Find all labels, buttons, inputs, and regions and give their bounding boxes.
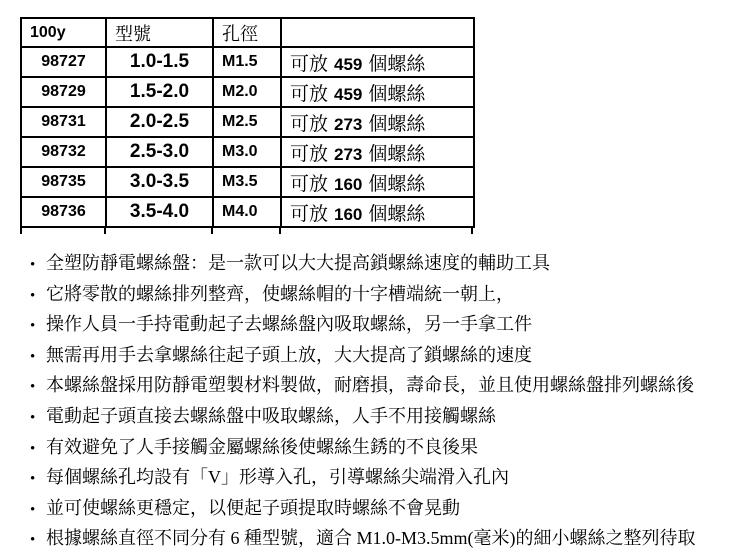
capacity-cell: [281, 47, 474, 77]
bullet-text: 根據螺絲直徑不同分有 6 種型號，適合 M1.0-M3.5mm(毫米)的細小螺絲之整列待取: [46, 528, 696, 549]
product-code-cell: 98727: [21, 47, 106, 77]
bullet-item: [30, 341, 750, 372]
capacity-cell: [281, 137, 474, 167]
table-row: [21, 137, 474, 167]
header-product-code: 100y: [21, 18, 106, 47]
bullet-text: 本螺絲盤採用防靜電塑製材料製做，耐磨損，壽命長，並且使用螺絲盤排列螺絲後: [46, 375, 694, 396]
hole-diameter-cell: M2.0: [213, 77, 281, 107]
hole-diameter-cell: M3.0: [213, 137, 281, 167]
capacity-suffix: 個螺絲: [368, 143, 426, 165]
bullet-marker: •: [30, 501, 36, 518]
feature-list: [20, 249, 750, 555]
product-code-cell: 98735: [21, 167, 106, 197]
capacity-prefix: 可放: [290, 83, 329, 105]
bullet-marker: •: [30, 379, 36, 396]
header-model: 型號: [106, 18, 213, 47]
hole-diameter-cell: M2.5: [213, 107, 281, 137]
bullet-text: 無需再用手去拿螺絲往起子頭上放，大大提高了鎖螺絲的速度: [46, 344, 532, 365]
bullet-item: [30, 463, 750, 494]
table-row: [21, 107, 474, 137]
product-code-cell: 98736: [21, 197, 106, 227]
bullet-text: 並可使螺絲更穩定，以便起子頭提取時螺絲不會晃動: [46, 497, 460, 518]
bullet-marker: •: [30, 257, 36, 273]
bullet-marker: •: [30, 409, 36, 426]
bullet-text: 有效避免了人手接觸金屬螺絲後使螺絲生銹的不良後果: [46, 436, 478, 457]
bullet-item: [30, 371, 750, 402]
hole-diameter-cell: M1.5: [213, 47, 281, 77]
capacity-prefix: 可放: [290, 203, 329, 225]
bullet-item: [30, 310, 750, 341]
header-capacity: [281, 18, 474, 47]
bullet-marker: •: [30, 318, 36, 335]
capacity-cell: [281, 167, 474, 197]
capacity-suffix: 個螺絲: [368, 53, 426, 75]
spec-table: [20, 17, 475, 228]
model-range-cell: 3.0-3.5: [106, 167, 213, 197]
bullet-item: [30, 494, 750, 525]
hole-diameter-cell: M4.0: [213, 197, 281, 227]
table-row: [21, 197, 474, 227]
bullet-marker: •: [30, 440, 36, 457]
table-row: [21, 47, 474, 77]
capacity-suffix: 個螺絲: [368, 83, 426, 105]
capacity-count: 273: [334, 114, 363, 134]
model-range-cell: 1.0-1.5: [106, 47, 213, 77]
table-header-row: [21, 18, 474, 47]
capacity-suffix: 個螺絲: [368, 173, 426, 195]
capacity-prefix: 可放: [290, 143, 329, 165]
header-hole-diameter: 孔徑: [213, 18, 281, 47]
table-row: [21, 77, 474, 107]
bullet-marker: •: [30, 532, 36, 549]
bullet-text: 全塑防靜電螺絲盤：是一款可以大大提高鎖螺絲速度的輔助工具: [46, 253, 550, 273]
bullet-text: 電動起子頭直接去螺絲盤中吸取螺絲，人手不用接觸螺絲: [46, 405, 496, 426]
bullet-text: 操作人員一手持電動起子去螺絲盤內吸取螺絲，另一手拿工件: [46, 314, 532, 335]
bullet-item: [30, 249, 750, 280]
capacity-count: 160: [334, 174, 363, 194]
bullet-item: [30, 524, 750, 555]
bullet-text: 每個螺絲孔均設有「V」形導入孔，引導螺絲尖端滑入孔內: [46, 467, 509, 488]
bullet-text: 它將零散的螺絲排列整齊，使螺絲帽的十字槽端統一朝上，: [46, 283, 514, 304]
model-range-cell: 2.5-3.0: [106, 137, 213, 167]
table-row: [21, 167, 474, 197]
capacity-prefix: 可放: [290, 113, 329, 135]
hole-diameter-cell: M3.5: [213, 167, 281, 197]
model-range-cell: 1.5-2.0: [106, 77, 213, 107]
capacity-suffix: 個螺絲: [368, 113, 426, 135]
bullet-item: [30, 402, 750, 433]
bullet-marker: •: [30, 471, 36, 488]
bullet-marker: •: [30, 287, 36, 304]
bullet-marker: •: [30, 348, 36, 365]
product-code-cell: 98732: [21, 137, 106, 167]
capacity-prefix: 可放: [290, 173, 329, 195]
capacity-suffix: 個螺絲: [368, 203, 426, 225]
capacity-cell: [281, 197, 474, 227]
model-range-cell: 3.5-4.0: [106, 197, 213, 227]
model-range-cell: 2.0-2.5: [106, 107, 213, 137]
table-cropped-gridline-stubs: [20, 228, 473, 234]
capacity-count: 160: [334, 204, 363, 224]
capacity-count: 459: [334, 54, 363, 74]
capacity-cell: [281, 107, 474, 137]
bullet-item: [30, 280, 750, 311]
product-code-cell: 98731: [21, 107, 106, 137]
bullet-item: [30, 433, 750, 464]
product-code-cell: 98729: [21, 77, 106, 107]
capacity-count: 459: [334, 84, 363, 104]
capacity-count: 273: [334, 144, 363, 164]
capacity-prefix: 可放: [290, 53, 329, 75]
capacity-cell: [281, 77, 474, 107]
